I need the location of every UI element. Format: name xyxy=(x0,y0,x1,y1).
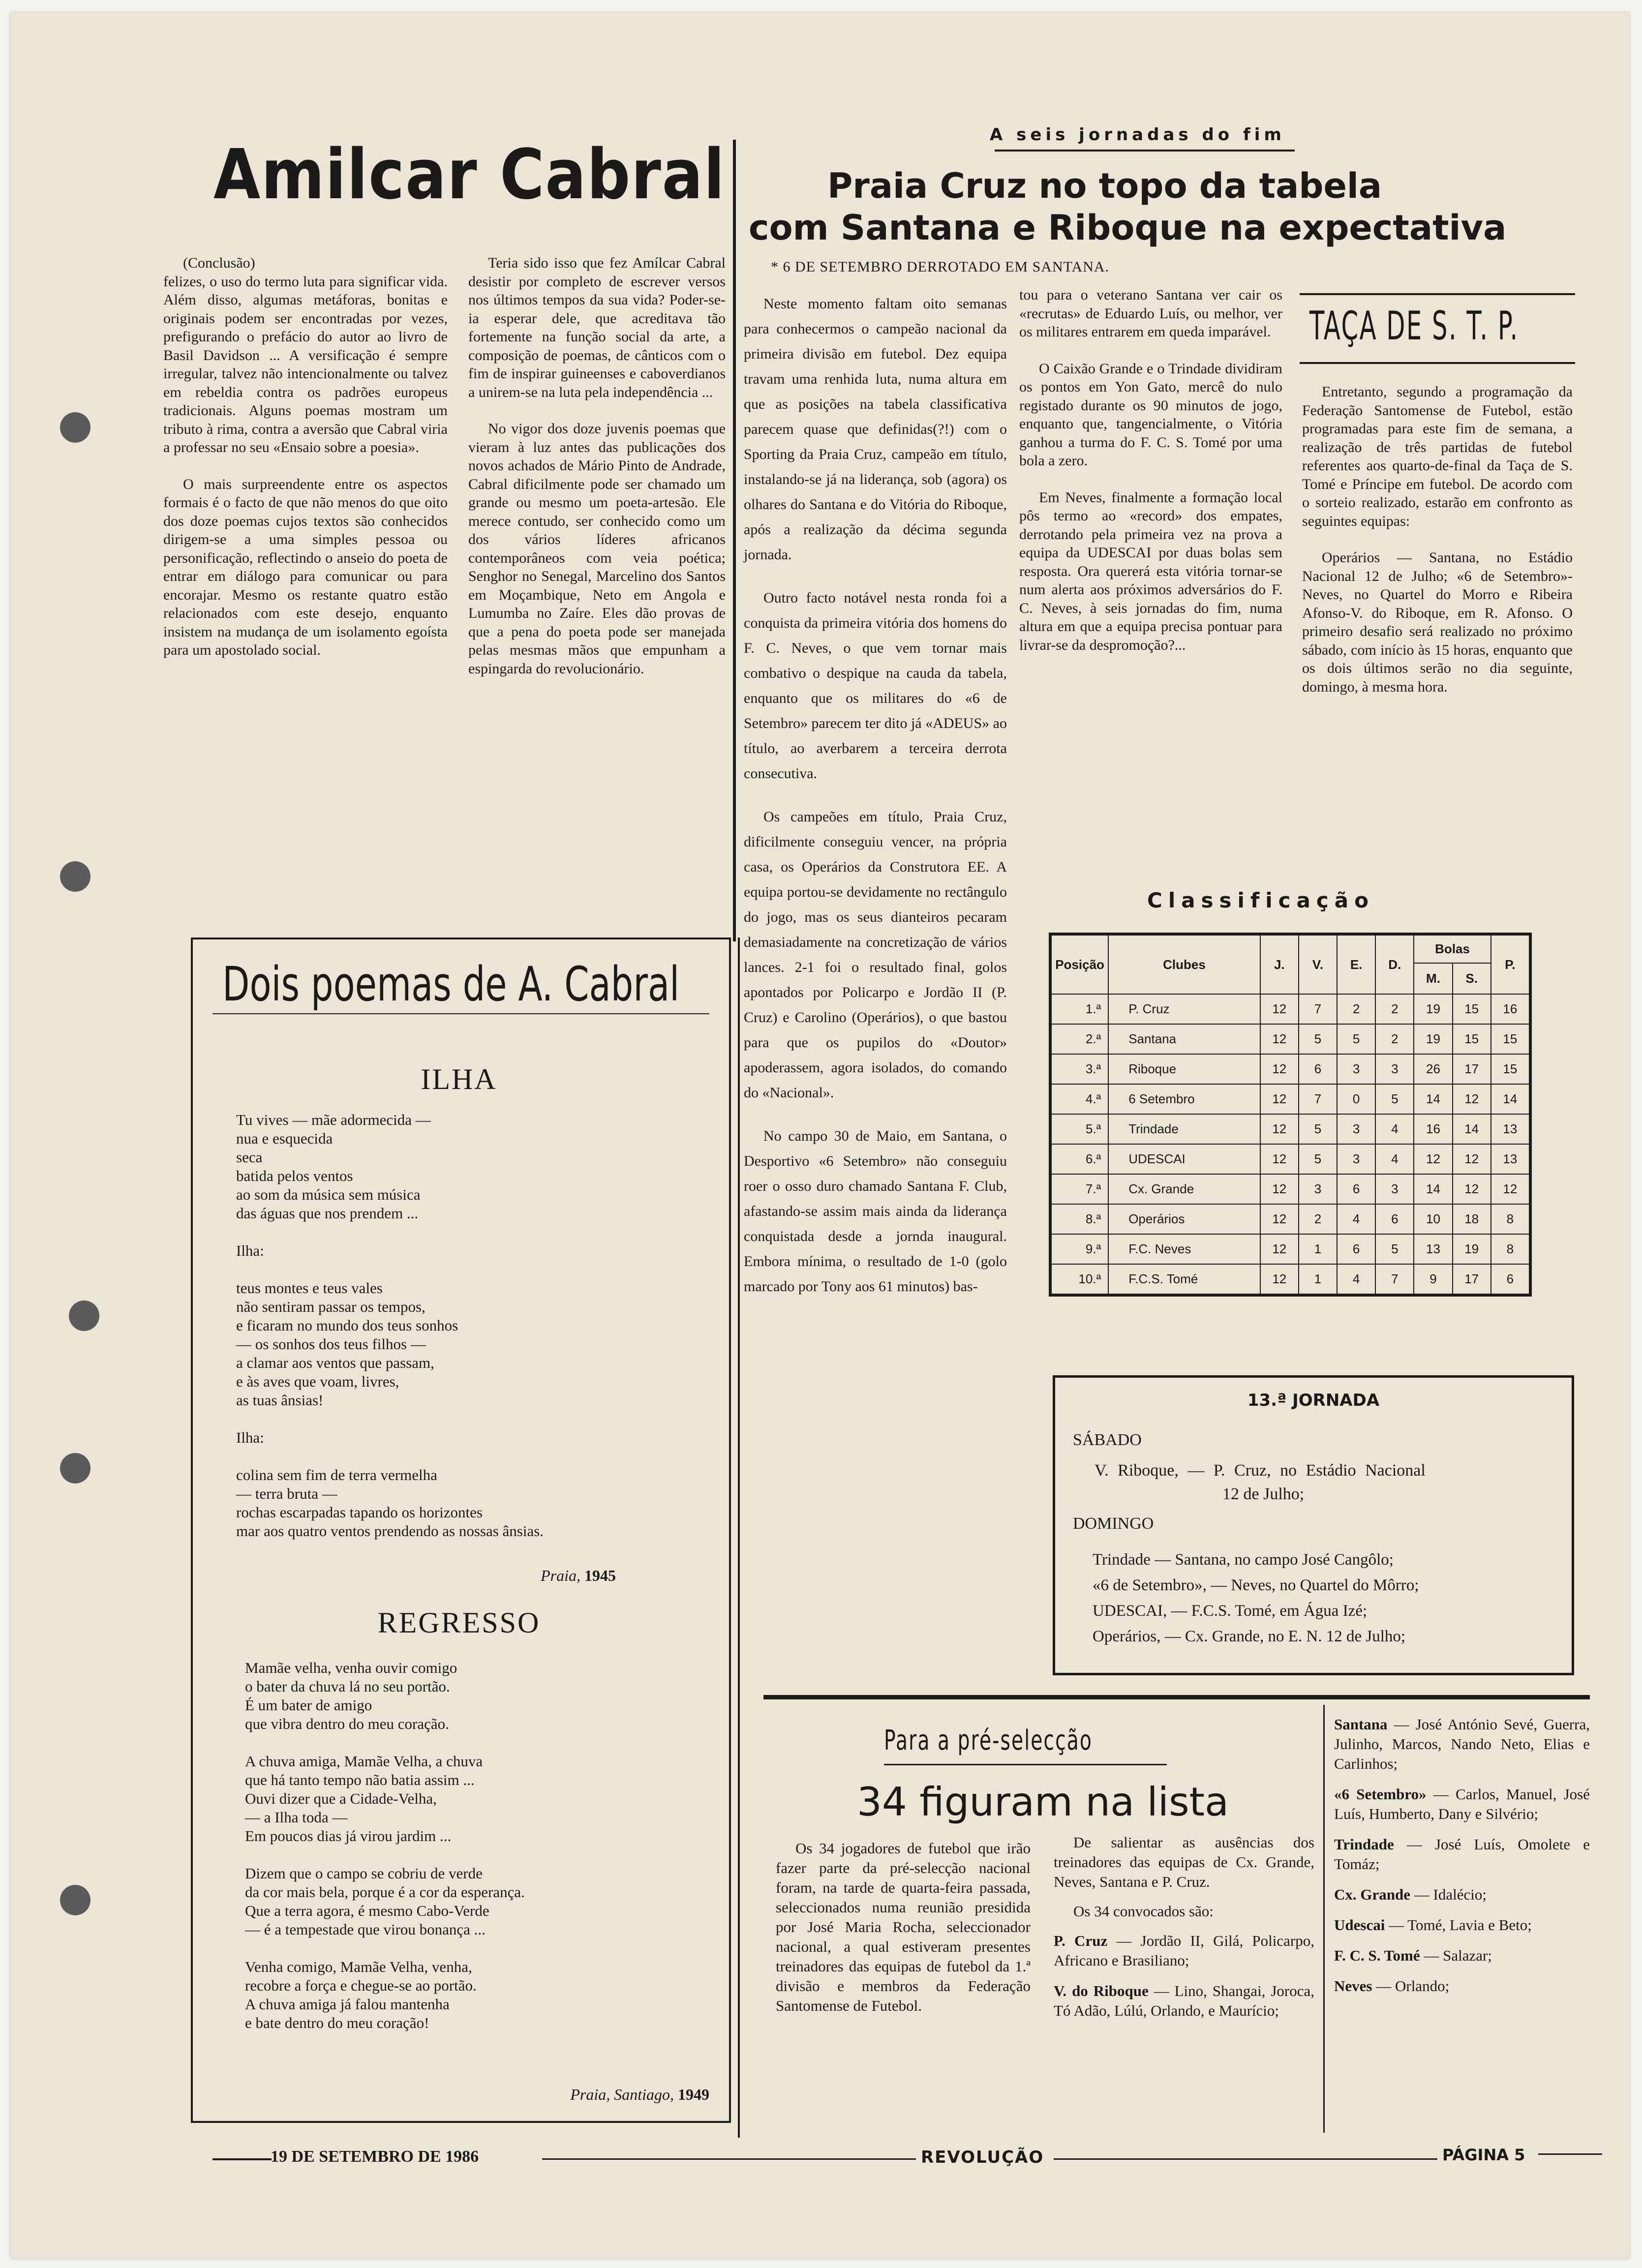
taca-rule xyxy=(1300,293,1575,295)
cell-e: 4 xyxy=(1337,1264,1375,1294)
team-name: «6 Setembro» xyxy=(1334,1785,1427,1803)
cell-e: 3 xyxy=(1337,1054,1375,1084)
footer-date: 19 DE SETEMBRO DE 1986 xyxy=(271,2147,479,2166)
poem-line: não sentiram passar os tempos, xyxy=(236,1298,426,1315)
poem-line xyxy=(245,1845,717,1864)
poem-line xyxy=(245,1733,717,1752)
cell-club: Trindade xyxy=(1108,1114,1260,1144)
poem-line: Tu vives — mãe adormecida — xyxy=(236,1111,431,1128)
poem-line: a clamar aos ventos que passam, xyxy=(236,1354,434,1371)
cell-e: 3 xyxy=(1337,1114,1375,1144)
football-column-1 xyxy=(744,291,1007,1317)
punch-hole xyxy=(69,1300,99,1331)
poem-line: teus montes e teus vales xyxy=(236,1279,383,1297)
football-column-2 xyxy=(1019,286,1282,672)
poem-place: Praia, xyxy=(541,1567,580,1584)
poem-line xyxy=(236,1260,708,1279)
poem-line xyxy=(245,1939,717,1958)
cell-m: 16 xyxy=(1414,1114,1452,1144)
cell-s: 19 xyxy=(1453,1234,1491,1264)
cell-m: 9 xyxy=(1414,1264,1452,1294)
column-divider xyxy=(738,937,740,2138)
cell-pos: 7.ª xyxy=(1051,1174,1108,1204)
cell-m: 19 xyxy=(1414,1024,1452,1054)
poem-line: e bate dentro do meu coração! xyxy=(245,2014,429,2031)
cell-club: Operários xyxy=(1108,1204,1260,1234)
poem-line: nua e esquecida xyxy=(236,1130,333,1147)
article-paragraph: Outro facto notável nesta ronda foi a conquista da primeira vitória dos homens do F. C. Neves, o que vem tornar mais combativo o despique na cauda da tabela, enquanto que os militares do «6 de Setembro» parecem ter dito já «ADEUS» ao título, ao averbarem a terceira derrota consecutiva. xyxy=(744,590,1007,782)
newspaper-page xyxy=(11,13,1629,2258)
poems-box xyxy=(191,937,731,2123)
cell-m: 14 xyxy=(1414,1174,1452,1204)
cell-j: 12 xyxy=(1260,1204,1299,1234)
poem-line: que há tanto tempo não batia assim ... xyxy=(245,1771,475,1788)
article-paragraph: Teria sido isso que fez Amílcar Cabral desistir por completo de escrever versos nos últimos tempos da sua vida? Poder-se-ia esperar dele, que acreditava tão fortemente na função social da arte, a composição de poemas, de cânticos com o fim de inspirar guineenses e caboverdianos a unirem-se na luta pela independência ... xyxy=(468,255,726,400)
footer-rule xyxy=(1054,2158,1437,2160)
team-list-item xyxy=(1334,1715,1590,1774)
header-e: E. xyxy=(1337,935,1375,994)
punch-hole xyxy=(60,1453,91,1483)
table-row xyxy=(1051,1054,1529,1084)
team-name: Trindade xyxy=(1334,1836,1394,1853)
article-paragraph: Neste momento faltam oito semanas para conhecermos o campeão nacional da primeira divisão em futebol. Dez equipa travam uma renhida luta, numa altura em que as posições na tabela classificativa parecem quase que definidas(?!) com o Sporting da Praia Cruz, campeão em título, instalando-se já na liderança, sob (agora) os olhares do Santana e do Vitória do Riboque, após a realização da décima segunda jornada. xyxy=(744,296,1007,563)
cell-club: 6 Setembro xyxy=(1108,1084,1260,1114)
team-players: — José António Sevé, Guerra, Julinho, Marcos, Nando Neto, Elias e Carlinhos; xyxy=(1334,1716,1590,1772)
kicker-rule xyxy=(995,150,1295,151)
cell-m: 19 xyxy=(1414,994,1452,1024)
poem-year: 1945 xyxy=(584,1567,616,1584)
jornada-sunday-line: Trindade — Santana, no campo José Cangôlo; xyxy=(1093,1551,1394,1569)
cell-s: 17 xyxy=(1453,1264,1491,1294)
jornada-sunday-line: «6 de Setembro», — Neves, no Quartel do Môrro; xyxy=(1093,1576,1419,1594)
poem-line: É um bater de amigo xyxy=(245,1696,372,1714)
article-paragraph: No vigor dos doze juvenis poemas que vieram à luz antes das publicações dos novos achados de Mário Pinto de Andrade, Cabral dificilmente pode ser chamado um grande ou mesmo um poeta-artesão. Ele merece contudo, ser conhecido como um dos vários líderes africanos contemporâneos com veia poética; Senghor no Senegal, Marcelino dos Santos em Moçambique, Neto em Angola e Lumumba no Zaíre. Eles dão provas de que a pena do poeta pode ser manejada pelas mesmas mãos que empunham a espingarda do revolucionário. xyxy=(468,421,726,677)
team-players: — Tomé, Lavia e Beto; xyxy=(1389,1916,1532,1934)
article-paragraph: No campo 30 de Maio, em Santana, o Desportivo «6 Setembro» não conseguiu roer o osso duro chamado Santana F. Club, afastando-se assim mais ainda da liderança conquistada desde a jornda inaugural. Embora mínima, o resultado de 1-0 (golo marcado por Tony aos 61 minutos) bas- xyxy=(744,1128,1007,1295)
cell-m: 13 xyxy=(1414,1234,1452,1264)
football-subhead: * 6 DE SETEMBRO DERROTADO EM SANTANA. xyxy=(771,259,1110,275)
cell-j: 12 xyxy=(1260,1234,1299,1264)
cell-v: 1 xyxy=(1299,1234,1337,1264)
team-name: P. Cruz xyxy=(1054,1932,1108,1949)
cell-d: 5 xyxy=(1375,1084,1414,1114)
cell-m: 26 xyxy=(1414,1054,1452,1084)
article-column-2 xyxy=(468,254,726,696)
cell-club: Cx. Grande xyxy=(1108,1174,1260,1204)
poem-line: recobre a força e chegue-se ao portão. xyxy=(245,1977,477,1994)
cell-p: 15 xyxy=(1491,1054,1529,1084)
cell-pos: 9.ª xyxy=(1051,1234,1108,1264)
cell-j: 12 xyxy=(1260,1024,1299,1054)
jornada-box xyxy=(1053,1375,1574,1675)
cell-pos: 4.ª xyxy=(1051,1084,1108,1114)
poem-line: da cor mais bela, porque é a cor da esperança. xyxy=(245,1883,525,1901)
poem-line: Ouvi dizer que a Cidade-Velha, xyxy=(245,1790,437,1807)
cell-d: 2 xyxy=(1375,1024,1414,1054)
punch-hole xyxy=(60,412,91,443)
cell-s: 12 xyxy=(1453,1084,1491,1114)
cell-p: 13 xyxy=(1491,1144,1529,1174)
classification-table xyxy=(1051,935,1530,1295)
team-players: — Jordão II, Gilá, Policarpo, Africano e Brasiliano; xyxy=(1054,1932,1314,1969)
cell-d: 4 xyxy=(1375,1114,1414,1144)
poem-title-ilha: ILHA xyxy=(421,1063,497,1095)
team-list-item xyxy=(1334,1835,1590,1874)
poem-line: as tuas ânsias! xyxy=(236,1391,324,1409)
footer-rule xyxy=(1538,2153,1602,2155)
team-list-item xyxy=(1054,1931,1314,1970)
poem-line xyxy=(236,1410,708,1428)
poems-title: Dois poemas de A. Cabral xyxy=(222,957,680,1012)
cell-club: Santana xyxy=(1108,1024,1260,1054)
cell-d: 3 xyxy=(1375,1054,1414,1084)
poem-line: Que a terra agora, é mesmo Cabo-Verde xyxy=(245,1902,489,1919)
cell-m: 14 xyxy=(1414,1084,1452,1114)
poem-signature xyxy=(541,1567,616,1585)
cell-p: 16 xyxy=(1491,994,1529,1024)
cell-p: 8 xyxy=(1491,1234,1529,1264)
cell-pos: 8.ª xyxy=(1051,1204,1108,1234)
article-paragraph: felizes, o uso do termo luta para significar vida. Além disso, algumas metáforas, bonitas e originais podem ser encontradas por vezes, prefigurando o prefácio do autor ao livro de Basil Davidson ... A versificação é sempre irregular, talvez não intencionalmente ou talvez em rebeldia contra os padrões europeus tradicionais. Alguns poemas mostram um tributo à rima, contra a aversão que Cabral viria a professar no seu «Ensaio sobre a poesia». xyxy=(163,273,448,455)
team-list-item xyxy=(1334,1976,1590,1996)
poem-line: — é a tempestade que virou bonança ... xyxy=(245,1921,486,1938)
cell-s: 12 xyxy=(1453,1144,1491,1174)
poem-line: Em poucos dias já virou jardim ... xyxy=(245,1827,452,1845)
poem-line: — os sonhos dos teus filhos — xyxy=(236,1335,426,1353)
team-players: — Salazar; xyxy=(1424,1947,1492,1964)
poem-line: Venha comigo, Mamãe Velha, venha, xyxy=(245,1958,472,1975)
cell-pos: 5.ª xyxy=(1051,1114,1108,1144)
cell-m: 12 xyxy=(1414,1144,1452,1174)
cell-v: 3 xyxy=(1299,1174,1337,1204)
article-paragraph: O Caixão Grande e o Trindade dividiram os pontos em Yon Gato, mercê do nulo registado durante os 90 minutos de jogo, enquanto que, tangencialmente, o Vitória ganhou a turma do F. C. S. Tomé por uma bola a zero. xyxy=(1019,360,1282,469)
cell-p: 6 xyxy=(1491,1264,1529,1294)
team-name: V. do Riboque xyxy=(1054,1982,1149,1999)
cell-e: 2 xyxy=(1337,994,1375,1024)
article-column-1 xyxy=(163,254,448,678)
poems-title-rule xyxy=(213,1013,709,1014)
header-v: V. xyxy=(1299,935,1337,994)
cell-e: 5 xyxy=(1337,1024,1375,1054)
poem-line: A chuva amiga já falou mantenha xyxy=(245,1996,450,2013)
poem-line: ao som da música sem música xyxy=(236,1186,421,1203)
article-paragraph: tou para o veterano Santana ver cair os «recrutas» de Eduardo Luís, ou melhor, ver os militares entrarem em queda imparável. xyxy=(1019,287,1282,340)
poem-title-regresso: REGRESSO xyxy=(377,1606,541,1639)
cell-p: 13 xyxy=(1491,1114,1529,1144)
cell-v: 1 xyxy=(1299,1264,1337,1294)
cell-club: F.C.S. Tomé xyxy=(1108,1264,1260,1294)
poem-line xyxy=(236,1447,708,1466)
poem-line: das águas que nos prendem ... xyxy=(236,1205,419,1222)
cell-j: 12 xyxy=(1260,1144,1299,1174)
jornada-sunday-line: Operários, — Cx. Grande, no E. N. 12 de Julho; xyxy=(1093,1628,1406,1645)
punch-hole xyxy=(60,1885,91,1915)
football-kicker: A seis jornadas do fim xyxy=(990,125,1285,145)
cell-j: 12 xyxy=(1260,1114,1299,1144)
selection-column-3 xyxy=(1334,1715,1590,2007)
cell-v: 5 xyxy=(1299,1024,1337,1054)
table-row xyxy=(1051,1264,1529,1294)
team-list-item xyxy=(1334,1784,1590,1824)
cell-v: 2 xyxy=(1299,1204,1337,1234)
jornada-sunday: DOMINGO xyxy=(1073,1514,1154,1533)
team-list-item xyxy=(1334,1915,1590,1935)
poem-line: batida pelos ventos xyxy=(236,1167,353,1184)
poem-ilha xyxy=(236,1111,708,1541)
cell-p: 14 xyxy=(1491,1084,1529,1114)
cell-s: 12 xyxy=(1453,1174,1491,1204)
article-paragraph: De salientar as ausências dos treinadores das equipas de Cx. Grande, Neves, Santana e P. Cruz. xyxy=(1054,1834,1314,1890)
table-row xyxy=(1051,1234,1529,1264)
cell-e: 6 xyxy=(1337,1174,1375,1204)
article-paragraph: Os 34 jogadores de futebol que irão fazer parte da pré-selecção nacional foram, na tarde de quarta-feira passada, seleccionados numa reunião presidida por José Maria Rocha, seleccionador nacional, a qual estiveram presentes treinadores das equipas de futebol da 1.ª divisão e membros da Federação Santomense de Futebol. xyxy=(776,1840,1031,2014)
team-name: Udescai xyxy=(1334,1916,1385,1934)
cell-pos: 3.ª xyxy=(1051,1054,1108,1084)
article-paragraph: Entretanto, segundo a programação da Federação Santomense de Futebol, estão programadas para este fim de semana, a realização de três partidas de futebol referentes aos quarto-de-final da Taça de S. Tomé e Príncipe em futebol. De acordo com o sorteio realizado, estarão em confronto as seguintes equipas: xyxy=(1302,384,1573,529)
cell-e: 6 xyxy=(1337,1234,1375,1264)
footer-page: PÁGINA 5 xyxy=(1442,2146,1525,2164)
team-players: — Orlando; xyxy=(1376,1977,1450,1995)
jornada-saturday-line: V. Riboque, — P. Cruz, no Estádio Nacional xyxy=(1095,1461,1426,1480)
cell-d: 5 xyxy=(1375,1234,1414,1264)
team-list-item xyxy=(1054,1981,1314,2021)
cell-e: 4 xyxy=(1337,1204,1375,1234)
cell-club: F.C. Neves xyxy=(1108,1234,1260,1264)
poem-line: Ilha: xyxy=(236,1242,264,1259)
jornada-saturday-line: 12 de Julho; xyxy=(1222,1485,1305,1503)
cell-club: Riboque xyxy=(1108,1054,1260,1084)
header-d: D. xyxy=(1375,935,1414,994)
taca-title: TAÇA DE S. T. P. xyxy=(1309,303,1519,349)
classification-title: Classificação xyxy=(1147,888,1374,912)
cell-v: 5 xyxy=(1299,1144,1337,1174)
poem-line xyxy=(236,1223,708,1241)
poem-line: rochas escarpadas tapando os horizontes xyxy=(236,1504,483,1521)
team-name: Santana xyxy=(1334,1716,1388,1733)
team-players: — Idalécio; xyxy=(1414,1886,1487,1903)
cell-pos: 2.ª xyxy=(1051,1024,1108,1054)
poem-year: 1949 xyxy=(678,2086,709,2103)
team-name: F. C. S. Tomé xyxy=(1334,1947,1420,1964)
cell-p: 8 xyxy=(1491,1204,1529,1234)
cell-j: 12 xyxy=(1260,1054,1299,1084)
cell-v: 5 xyxy=(1299,1114,1337,1144)
cell-club: P. Cruz xyxy=(1108,994,1260,1024)
cell-d: 7 xyxy=(1375,1264,1414,1294)
cell-s: 14 xyxy=(1453,1114,1491,1144)
cell-v: 7 xyxy=(1299,994,1337,1024)
cell-pos: 6.ª xyxy=(1051,1144,1108,1174)
header-p: P. xyxy=(1491,935,1529,994)
jornada-sunday-line: UDESCAI, — F.C.S. Tomé, em Água Izé; xyxy=(1093,1602,1368,1620)
poem-line: — terra bruta — xyxy=(236,1485,337,1502)
poem-place: Praia, Santiago, xyxy=(570,2086,674,2103)
taca-column xyxy=(1302,383,1573,714)
cell-d: 4 xyxy=(1375,1144,1414,1174)
poem-line: Dizem que o campo se cobriu de verde xyxy=(245,1865,483,1882)
header-s: S. xyxy=(1453,963,1491,994)
cell-p: 12 xyxy=(1491,1174,1529,1204)
jornada-saturday: SÁBADO xyxy=(1073,1431,1142,1449)
selection-column-2 xyxy=(1054,1833,1314,2031)
column-divider xyxy=(733,140,736,941)
cell-pos: 1.ª xyxy=(1051,994,1108,1024)
table-row xyxy=(1051,1084,1529,1114)
cell-v: 6 xyxy=(1299,1054,1337,1084)
header-bolas: Bolas xyxy=(1414,935,1490,963)
poem-line: Mamãe velha, venha ouvir comigo xyxy=(245,1659,457,1676)
cell-p: 15 xyxy=(1491,1024,1529,1054)
football-headline-2: com Santana e Riboque na expectativa xyxy=(749,208,1507,248)
punch-hole xyxy=(60,861,91,892)
team-players: — Lino, Shangai, Joroca, Tó Adão, Lúlú, Orlando, e Maurício; xyxy=(1054,1982,1315,2019)
footer-rule xyxy=(542,2158,916,2160)
selection-kicker: Para a pré-selecção xyxy=(884,1724,1093,1756)
poem-line: o bater da chuva lá no seu portão. xyxy=(245,1678,450,1695)
footer-rule xyxy=(213,2158,272,2160)
table-row xyxy=(1051,1174,1529,1204)
article-paragraph: Operários — Santana, no Estádio Nacional 12 de Julho; «6 de Setembro»-Neves, no Quartel do Morro e Ribeira Afonso-V. do Riboque, em R. Afonso. O primeiro desafio será realizado no próximo sábado, com início às 15 horas, enquanto que os dois últimos serão no dia seguinte, domingo, à mesma hora. xyxy=(1302,549,1573,695)
football-headline-1: Praia Cruz no topo da tabela xyxy=(827,166,1382,206)
header-m: M. xyxy=(1414,963,1452,994)
cell-s: 15 xyxy=(1453,1024,1491,1054)
cell-d: 2 xyxy=(1375,994,1414,1024)
cell-m: 10 xyxy=(1414,1204,1452,1234)
cell-j: 12 xyxy=(1260,1264,1299,1294)
header-j: J. xyxy=(1260,935,1299,994)
selection-headline: 34 figuram na lista xyxy=(857,1779,1229,1825)
cell-v: 7 xyxy=(1299,1084,1337,1114)
team-list-item xyxy=(1334,1885,1590,1905)
poem-regresso xyxy=(245,1659,717,2032)
taca-rule xyxy=(1300,362,1575,364)
team-players: — José Luís, Omolete e Tomáz; xyxy=(1334,1836,1590,1873)
poem-line: colina sem fim de terra vermelha xyxy=(236,1466,437,1483)
table-row xyxy=(1051,1144,1529,1174)
cell-e: 0 xyxy=(1337,1084,1375,1114)
article-title: Amilcar Cabral xyxy=(213,135,726,215)
cell-d: 6 xyxy=(1375,1204,1414,1234)
column-divider xyxy=(1323,1705,1325,2133)
cell-d: 3 xyxy=(1375,1174,1414,1204)
cell-s: 18 xyxy=(1453,1204,1491,1234)
cell-s: 17 xyxy=(1453,1054,1491,1084)
cell-pos: 10.ª xyxy=(1051,1264,1108,1294)
footer-paper: REVOLUÇÃO xyxy=(921,2147,1044,2167)
poem-line: mar aos quatro ventos prendendo as nossas ânsias. xyxy=(236,1522,544,1540)
poem-line: que vibra dentro do meu coração. xyxy=(245,1715,449,1732)
team-name: Cx. Grande xyxy=(1334,1886,1410,1903)
article-paragraph: Os 34 convocados são: xyxy=(1073,1903,1214,1920)
jornada-title: 13.ª JORNADA xyxy=(1247,1391,1380,1410)
cell-club: UDESCAI xyxy=(1108,1144,1260,1174)
poem-signature xyxy=(570,2086,709,2104)
article-paragraph: Em Neves, finalmente a formação local pôs termo ao «record» dos empates, derrotando pela primeira vez na prova a equipa da UDESCAI por duas bolas sem resposta. Ora quererá esta vitória tornar-se num alerta aos próximos adversários do F. C. Neves, à seis jornadas do fim, numa altura em que a equipa precisa pontuar para livrar-se da despromoção?... xyxy=(1019,489,1282,653)
kicker-rule xyxy=(884,1764,1167,1765)
header-club: Clubes xyxy=(1108,935,1260,994)
article-paragraph: Os campeões em título, Praia Cruz, dificilmente conseguiu vencer, na própria casa, os Operários da Construtora EE. A equipa portou-se devidamente no rectângulo do jogo, mas os seus dianteiros pecaram demasiadamente na concretização de vários lances. 2-1 foi o resultado final, golos apontados por Policarpo e Jordão II (P. Cruz) e Carolino (Operários), o que bastou para que os pupilos do «Doutor» apoderassem, agora isolados, do comando do «Nacional». xyxy=(744,809,1007,1101)
cell-s: 15 xyxy=(1453,994,1491,1024)
poem-line: A chuva amiga, Mamãe Velha, a chuva xyxy=(245,1753,483,1770)
poem-line: Ilha: xyxy=(236,1429,264,1446)
classification-table-frame xyxy=(1049,933,1532,1297)
table-row xyxy=(1051,1204,1529,1234)
table-row xyxy=(1051,994,1529,1024)
poem-line: e às aves que voam, livres, xyxy=(236,1373,399,1390)
cell-e: 3 xyxy=(1337,1144,1375,1174)
team-players: — Carlos, Manuel, José Luís, Humberto, Dany e Silvério; xyxy=(1334,1785,1590,1822)
cell-j: 12 xyxy=(1260,994,1299,1024)
table-row xyxy=(1051,1114,1529,1144)
cell-j: 12 xyxy=(1260,1084,1299,1114)
table-row xyxy=(1051,1024,1529,1054)
article-note: (Conclusão) xyxy=(183,255,255,271)
selection-column-1 xyxy=(776,1839,1031,2034)
header-position: Posição xyxy=(1051,935,1108,994)
article-paragraph: O mais surpreendente entre os aspectos formais é o facto de que não menos do que oito dos doze poemas cujos textos são conhecidos dirigem-se a uma simples pessoa ou personificação, reflectindo o anseio do poeta de entrar em diálogo para comunicar ou para encorajar. Mesmo os restante quatro estão relacionados com este desejo, enquanto insistem na mudança de um isolamento egoísta para um apostolado social. xyxy=(163,476,448,658)
team-name: Neves xyxy=(1334,1977,1372,1995)
cell-j: 12 xyxy=(1260,1174,1299,1204)
poem-line: e ficaram no mundo dos teus sonhos xyxy=(236,1317,458,1334)
poem-line: — a Ilha toda — xyxy=(245,1809,348,1826)
team-list-item xyxy=(1334,1946,1590,1966)
section-rule xyxy=(763,1695,1590,1699)
poem-line: seca xyxy=(236,1149,263,1166)
